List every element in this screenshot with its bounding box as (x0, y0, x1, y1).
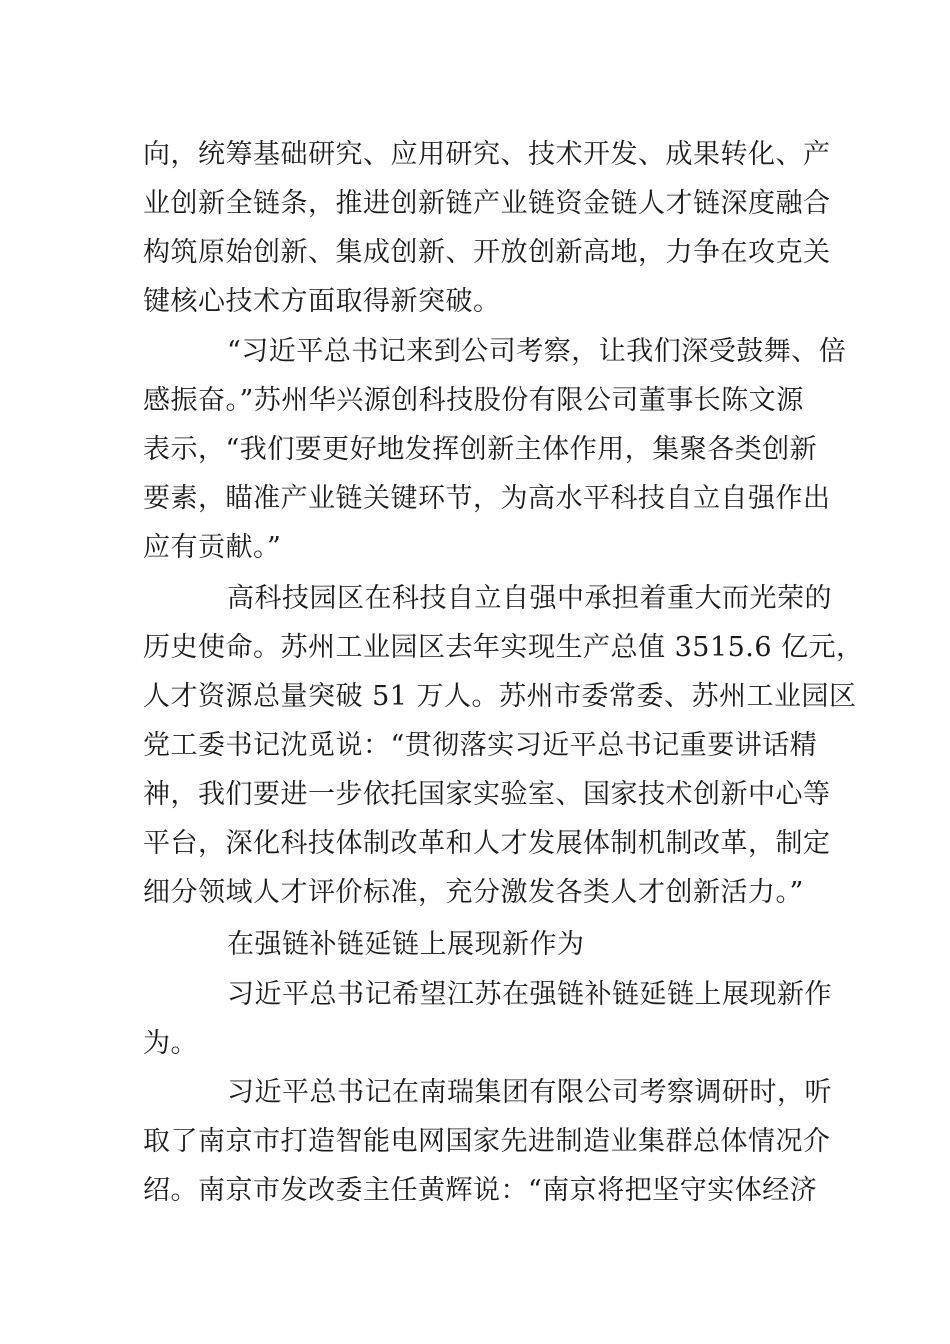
text-line: 业创新全链条，推进创新链产业链资金链人才链深度融合 (143, 188, 831, 219)
text-line: 历史使命。苏州工业园区去年实现生产总值 3515.6 亿元， (143, 632, 864, 663)
text-line: 习近平总书记希望江苏在强链补链延链上展现新作 (227, 979, 832, 1010)
text-line: 应有贡献。” (143, 532, 282, 563)
paragraph-industrial-park (143, 574, 864, 917)
section-heading (143, 920, 808, 969)
text-line: 键核心技术方面取得新突破。 (143, 286, 501, 317)
text-line: 习近平总书记在南瑞集团有限公司考察调研时，听 (227, 1077, 832, 1108)
text-line: 平台，深化科技体制改革和人才发展体制机制改革，制定 (143, 828, 831, 859)
paragraph-innovation-chain (143, 130, 831, 326)
text-line: 党工委书记沈觅说：“贯彻落实习近平总书记重要讲话精 (143, 730, 818, 761)
paragraph-chairman-quote (143, 327, 847, 572)
text-line: 向，统筹基础研究、应用研究、技术开发、成果转化、产 (143, 139, 831, 170)
paragraph-chain-expectation (143, 970, 832, 1068)
text-line: 取了南京市打造智能电网国家先进制造业集群总体情况介 (143, 1126, 831, 1157)
text-line: 神，我们要进一步依托国家实验室、国家技术创新中心等 (143, 779, 831, 810)
text-line: 绍。南京市发改委主任黄辉说：“南京将把坚守实体经济 (143, 1175, 818, 1206)
text-line: 要素，瞄准产业链关键环节，为高水平科技自立自强作出 (143, 483, 831, 514)
text-line: 构筑原始创新、集成创新、开放创新高地，力争在攻克关 (143, 237, 831, 268)
section-heading-text: 在强链补链延链上展现新作为 (227, 929, 585, 960)
text-line: 人才资源总量突破 51 万人。苏州市委常委、苏州工业园区 (143, 681, 857, 712)
text-line: “习近平总书记来到公司考察，让我们深受鼓舞、倍 (227, 336, 847, 367)
text-line: 感振奋。”苏州华兴源创科技股份有限公司董事长陈文源 (143, 385, 804, 416)
paragraph-nari-group (143, 1068, 832, 1215)
text-line: 高科技园区在科技自立自强中承担着重大而光荣的 (227, 583, 832, 614)
text-line: 为。 (143, 1028, 198, 1059)
text-line: 表示，“我们要更好地发挥创新主体作用，集聚各类创新 (143, 434, 818, 465)
text-line: 细分领域人才评价标准，充分激发各类人才创新活力。” (143, 877, 804, 908)
